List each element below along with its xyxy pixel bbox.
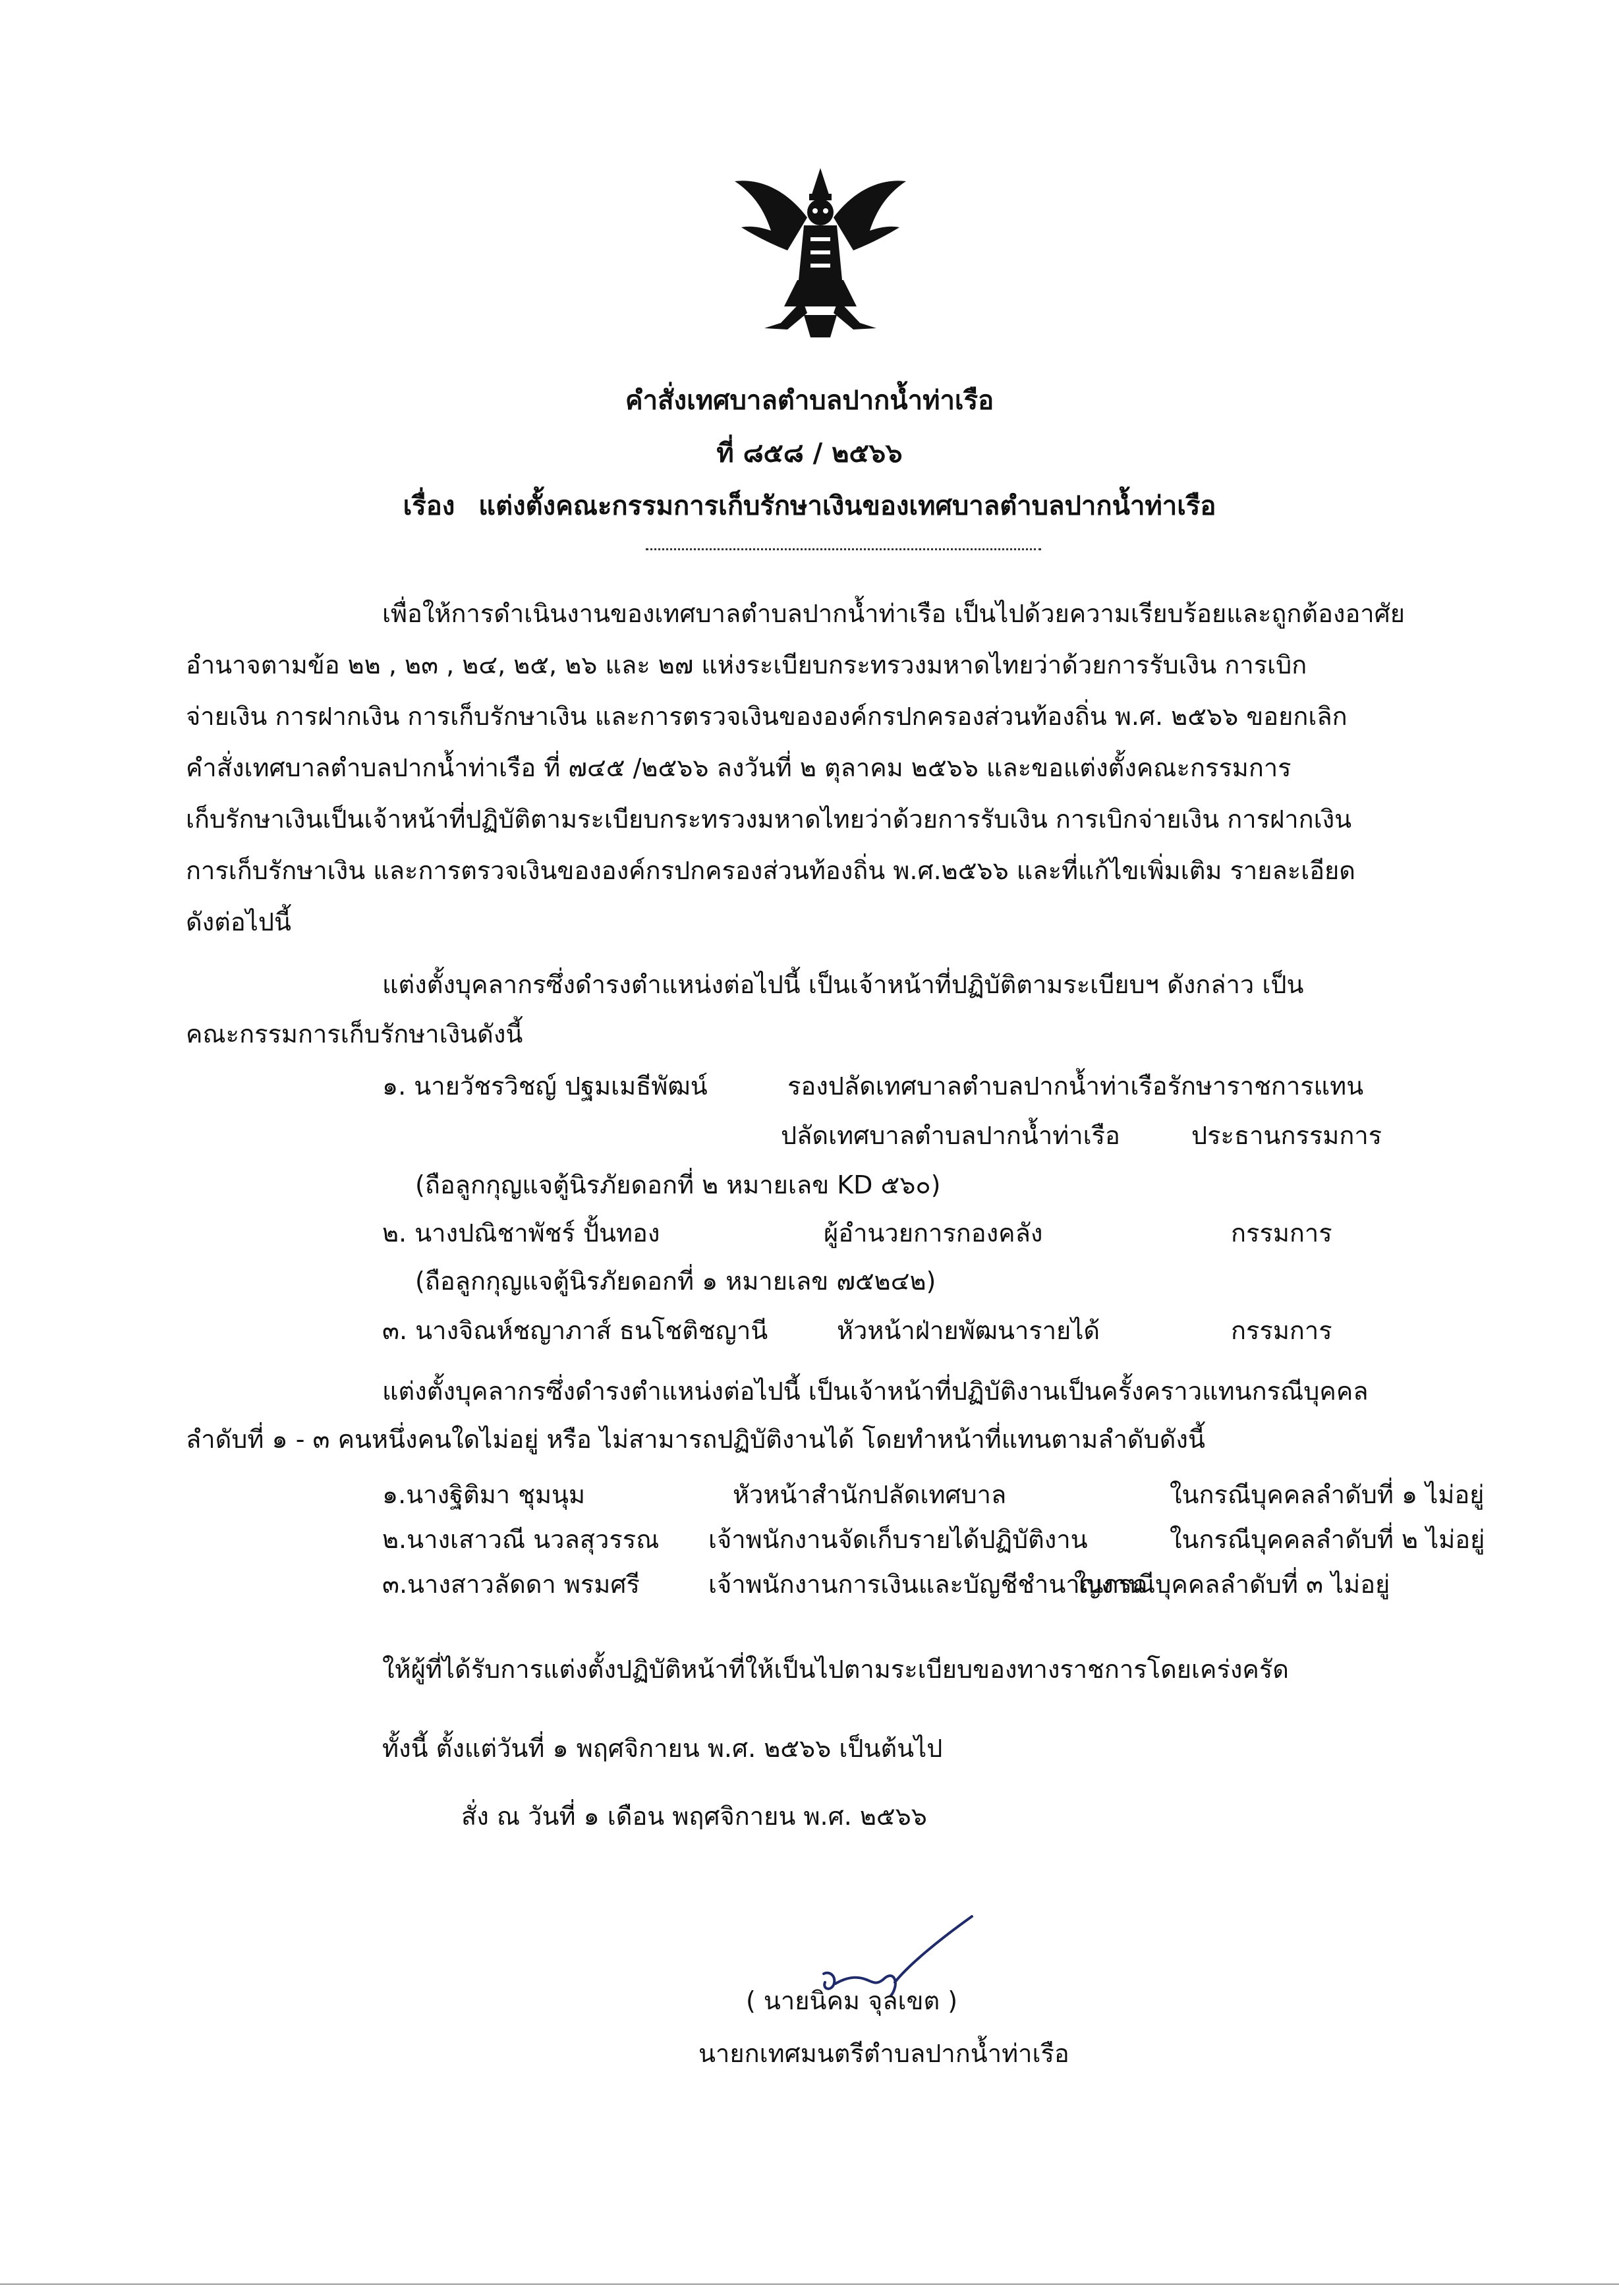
committee-member-name: ๓. นางจิณห์ชญาภาส์ ธนโชติชญานี	[382, 1316, 768, 1345]
substitute-intro-line: ลำดับที่ ๑ - ๓ คนหนึ่งคนใดไม่อยู่ หรือ ไม่สามารถปฏิบัติงานได้ โดยทำหน้าที่แทนตามลำดับดังนี้	[186, 1425, 1205, 1454]
substitute-name: ๒.นางเสาวณี นวลสุวรรณ	[382, 1525, 660, 1554]
intro-line: อำนาจตามข้อ ๒๒ , ๒๓ , ๒๔, ๒๕, ๒๖ และ ๒๗ แห่งระเบียบกระทรวงมหาดไทยว่าด้วยการรับเงิน การเบิก	[186, 650, 1307, 679]
substitute-position: เจ้าพนักงานจัดเก็บรายได้ปฏิบัติงาน	[708, 1525, 1088, 1554]
committee-member-position: ผู้อำนวยการกองคลัง	[824, 1219, 1043, 1248]
intro-line: คำสั่งเทศบาลตำบลปากน้ำท่าเรือ ที่ ๗๔๕ /๒๕๖๖ ลงวันที่ ๒ ตุลาคม ๒๕๖๖ และขอแต่งตั้งคณะกรรมการ	[186, 753, 1292, 782]
committee-member-role: ประธานกรรมการ	[1191, 1121, 1382, 1150]
key-note: (ถือลูกกุญแจตู้นิรภัยดอกที่ ๑ หมายเลข ๗๕๒๔๒)	[415, 1267, 936, 1296]
committee-member-role: กรรมการ	[1231, 1316, 1332, 1345]
closing-instruction: ให้ผู้ที่ได้รับการแต่งตั้งปฏิบัติหน้าที่ให้เป็นไปตามระเบียบของทางราชการโดยเคร่งครัด	[382, 1655, 1289, 1684]
substitute-position: หัวหน้าสำนักปลัดเทศบาล	[733, 1480, 1007, 1509]
intro-line: การเก็บรักษาเงิน และการตรวจเงินขององค์กรปกครองส่วนท้องถิ่น พ.ศ.๒๕๖๖ และที่แก้ไขเพิ่มเติม รายละเอียด	[186, 856, 1355, 885]
committee-member-role: กรรมการ	[1231, 1219, 1332, 1248]
substitute-intro-line: แต่งตั้งบุคลากรซึ่งดำรงตำแหน่งต่อไปนี้ เป็นเจ้าหน้าที่ปฏิบัติงานเป็นครั้งคราวแทนกรณีบุคคล	[382, 1377, 1369, 1406]
effective-date: ทั้งนี้ ตั้งแต่วันที่ ๑ พฤศจิกายน พ.ศ. ๒๕๖๖ เป็นต้นไป	[382, 1734, 943, 1763]
substitute-name: ๓.นางสาวลัดดา พรมศรี	[382, 1570, 640, 1599]
substitute-position: เจ้าพนักงานการเงินและบัญชีชำนาญงาน	[708, 1570, 1145, 1599]
substitute-name: ๑.นางฐิติมา ชุมนุม	[382, 1480, 586, 1509]
committee-member-position: รองปลัดเทศบาลตำบลปากน้ำท่าเรือรักษาราชการแทน	[787, 1072, 1364, 1101]
substitute-condition: ในกรณีบุคคลลำดับที่ ๓ ไม่อยู่	[1074, 1570, 1390, 1599]
committee-member-position: หัวหน้าฝ่ายพัฒนารายได้	[837, 1316, 1100, 1345]
intro-line: จ่ายเงิน การฝากเงิน การเก็บรักษาเงิน และการตรวจเงินขององค์กรปกครองส่วนท้องถิ่น พ.ศ. ๒๕๖๖ ขอยกเลิก	[186, 702, 1348, 731]
intro-line: เก็บรักษาเงินเป็นเจ้าหน้าที่ปฏิบัติตามระเบียบกระทรวงมหาดไทยว่าด้วยการรับเงิน การเบิกจ่ายเงิน การฝากเงิน	[186, 805, 1352, 834]
committee-member-position: ปลัดเทศบาลตำบลปากน้ำท่าเรือ	[781, 1121, 1120, 1150]
order-subject: แต่งตั้งคณะกรรมการเก็บรักษาเงินของเทศบาลตำบลปากน้ำท่าเรือ	[478, 491, 1216, 521]
order-issuer: คำสั่งเทศบาลตำบลปากน้ำท่าเรือ	[625, 386, 994, 416]
garuda-emblem	[725, 165, 916, 343]
order-date: สั่ง ณ วันที่ ๑ เดือน พฤศจิกายน พ.ศ. ๒๕๖๖	[461, 1802, 927, 1831]
signatory-name: ( นายนิคม จุลเขต )	[746, 1986, 958, 2015]
committee-intro-line: คณะกรรมการเก็บรักษาเงินดังนี้	[186, 1019, 523, 1048]
intro-line: เพื่อให้การดำเนินงานของเทศบาลตำบลปากน้ำท่าเรือ เป็นไปด้วยความเรียบร้อยและถูกต้องอาศัย	[382, 599, 1406, 628]
substitute-condition: ในกรณีบุคคลลำดับที่ ๒ ไม่อยู่	[1170, 1525, 1485, 1554]
subject-label: เรื่อง	[403, 491, 455, 521]
page-bottom-rule	[0, 2283, 1619, 2285]
committee-intro-line: แต่งตั้งบุคลากรซึ่งดำรงตำแหน่งต่อไปนี้ เป็นเจ้าหน้าที่ปฏิบัติตามระเบียบฯ ดังกล่าว เป็น	[382, 970, 1304, 999]
substitute-condition: ในกรณีบุคคลลำดับที่ ๑ ไม่อยู่	[1170, 1480, 1485, 1509]
dotted-divider	[646, 548, 1041, 550]
key-note: (ถือลูกกุญแจตู้นิรภัยดอกที่ ๒ หมายเลข KD ๕๖๐)	[415, 1170, 941, 1199]
intro-line: ดังต่อไปนี้	[186, 907, 291, 936]
order-number: ที่ ๘๕๘ / ๒๕๖๖	[716, 438, 903, 469]
signatory-title: นายกเทศมนตรีตำบลปากน้ำท่าเรือ	[698, 2039, 1069, 2068]
committee-member-name: ๑. นายวัชรวิชญ์ ปฐมเมธีพัฒน์	[382, 1072, 708, 1101]
committee-member-name: ๒. นางปณิชาพัชร์ ปั้นทอง	[382, 1219, 660, 1248]
order-subject-line	[0, 484, 1619, 527]
